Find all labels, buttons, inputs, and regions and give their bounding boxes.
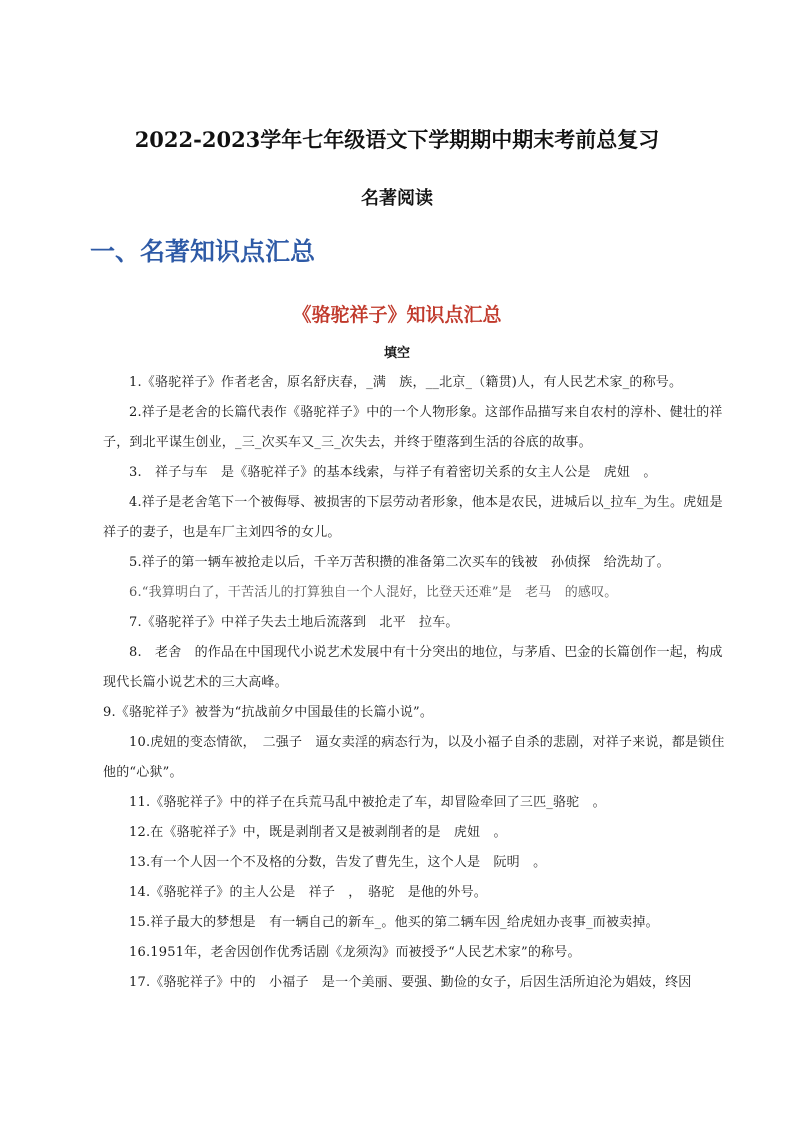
question-item-5: 5.祥子的第一辆车被抢走以后，千辛万苦积攒的准备第二次买车的钱被 孙侦探 给洗劫了。 bbox=[129, 555, 670, 570]
question-item-13: 13.有一个人因一个不及格的分数，告发了曹先生，这个人是 阮明 。 bbox=[129, 855, 547, 870]
document-title: 2022-2023学年七年级语文下学期期中期末考前总复习 bbox=[134, 127, 660, 152]
book-heading: 《骆驼祥子》知识点汇总 bbox=[292, 304, 502, 326]
question-item-9: 9.《骆驼祥子》被誉为“抗战前夕中国最佳的长篇小说”。 bbox=[103, 705, 434, 720]
question-item-15: 15.祥子最大的梦想是 有一辆自己的新车_。他买的第二辆车因_给虎妞办丧事_而被卖掉。 bbox=[129, 915, 659, 930]
section-heading: 一、名著知识点汇总 bbox=[90, 237, 316, 266]
question-item-10: 10.虎妞的变态情欲， 二强子 逼女卖淫的病态行为，以及小福子自杀的悲剧，对祥子来说，都是锁住他的“心狱”。 bbox=[103, 735, 725, 780]
question-item-1: 1.《骆驼祥子》作者老舍，原名舒庆春，_满 族，__北京_（籍贯)人，有人民艺术家_的称号。 bbox=[129, 375, 683, 390]
document-subtitle: 名著阅读 bbox=[361, 188, 433, 209]
question-item-2: 2.祥子是老舍的长篇代表作《骆驼祥子》中的一个人物形象。这部作品描写来自农村的淳朴、健壮的祥子，到北平谋生创业，_三_次买车又_三_次失去，并终于堕落到生活的谷底的故事。 bbox=[103, 405, 723, 450]
fill-in-label: 填空 bbox=[383, 346, 410, 361]
question-item-3: 3. 祥子与车 是《骆驼祥子》的基本线索，与祥子有着密切关系的女主人公是 虎妞 。 bbox=[129, 465, 657, 480]
question-item-4: 4.祥子是老舍笔下一个被侮辱、被损害的下层劳动者形象，他本是农民，进城后以_拉车_为生。虎妞是祥子的妻子，也是车厂主刘四爷的女儿。 bbox=[103, 495, 723, 540]
question-item-12: 12.在《骆驼祥子》中，既是剥削者又是被剥削者的是 虎妞 。 bbox=[129, 825, 507, 840]
question-item-17: 17.《骆驼祥子》中的 小福子 是一个美丽、要强、勤俭的女子，后因生活所迫沦为娼妓，终因 bbox=[129, 975, 692, 990]
question-item-14: 14.《骆驼祥子》的主人公是 祥子 ， 骆驼 是他的外号。 bbox=[129, 885, 487, 900]
question-item-11: 11.《骆驼祥子》中的祥子在兵荒马乱中被抢走了车，却冒险牵回了三匹_骆驼 。 bbox=[129, 795, 606, 810]
question-item-16: 16.1951年，老舍因创作优秀话剧《龙须沟》而被授予“人民艺术家”的称号。 bbox=[129, 945, 581, 960]
question-list bbox=[103, 368, 731, 998]
question-item-7: 7.《骆驼祥子》中祥子失去土地后流落到 北平 拉车。 bbox=[129, 615, 459, 630]
question-item-8: 8. 老舍 的作品在中国现代小说艺术发展中有十分突出的地位，与茅盾、巴金的长篇创作一起，构成现代长篇小说艺术的三大高峰。 bbox=[103, 645, 723, 690]
question-item-6: 6.“我算明白了，干苦活儿的打算独自一个人混好，比登天还难”是 老马 的感叹。 bbox=[129, 585, 618, 600]
